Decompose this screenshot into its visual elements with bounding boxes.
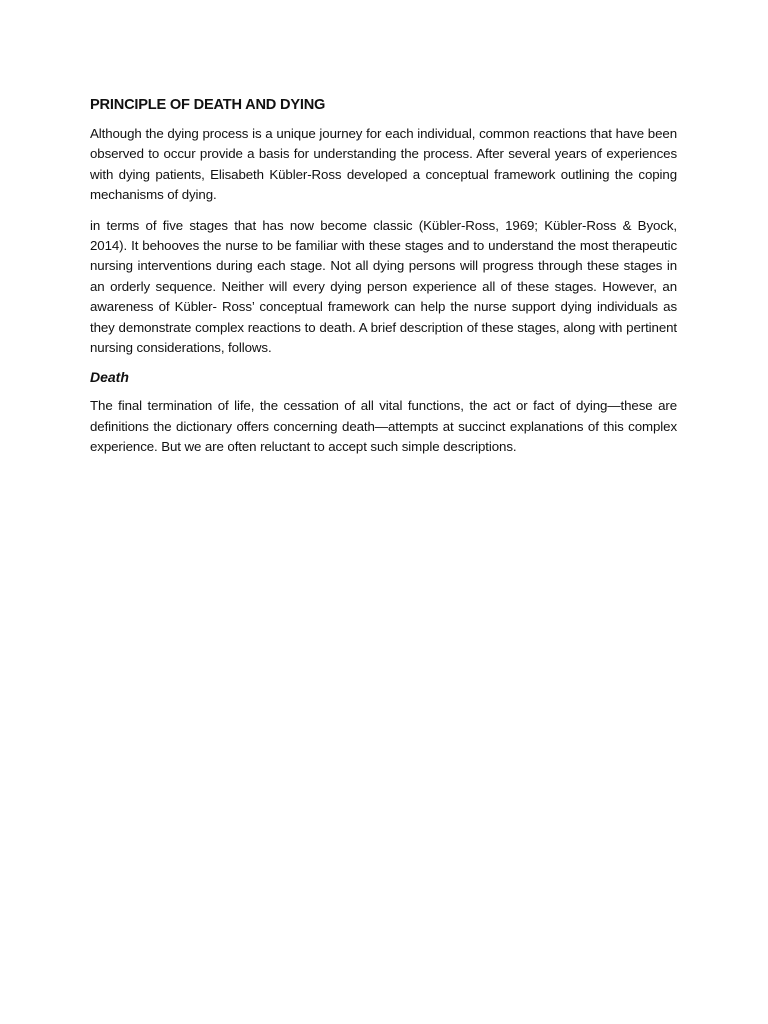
document-page bbox=[90, 96, 677, 468]
paragraph: in terms of five stages that has now become classic (Kübler-Ross, 1969; Kübler-Ross & Byock, 2014). It behooves the nurse to be familiar with these stages and to understand the most therapeutic nursing interventions during each stage. Not all dying persons will progress through these stages in an orderly sequence. Neither will every dying person experience all of these stages. However, an awareness of Kübler- Ross’ conceptual framework can help the nurse support dying individuals as they demonstrate complex reactions to death. A brief description of these stages, along with pertinent nursing considerations, follows. bbox=[90, 217, 677, 356]
paragraph: Although the dying process is a unique journey for each individual, common reactions that have been observed to occur provide a basis for understanding the process. After several years of experiences with dying patients, Elisabeth Kübler-Ross developed a conceptual framework outlining the coping mechanisms of dying. bbox=[90, 126, 677, 203]
paragraph: The final termination of life, the cessation of all vital functions, the act or fact of dying—these are definitions the dictionary offers concerning death—attempts at succinct explanations of this complex experience. But we are often reluctant to accept such simple descriptions. bbox=[90, 398, 677, 455]
section-heading-death: Death bbox=[90, 369, 129, 386]
document-title: PRINCIPLE OF DEATH AND DYING bbox=[90, 97, 326, 113]
